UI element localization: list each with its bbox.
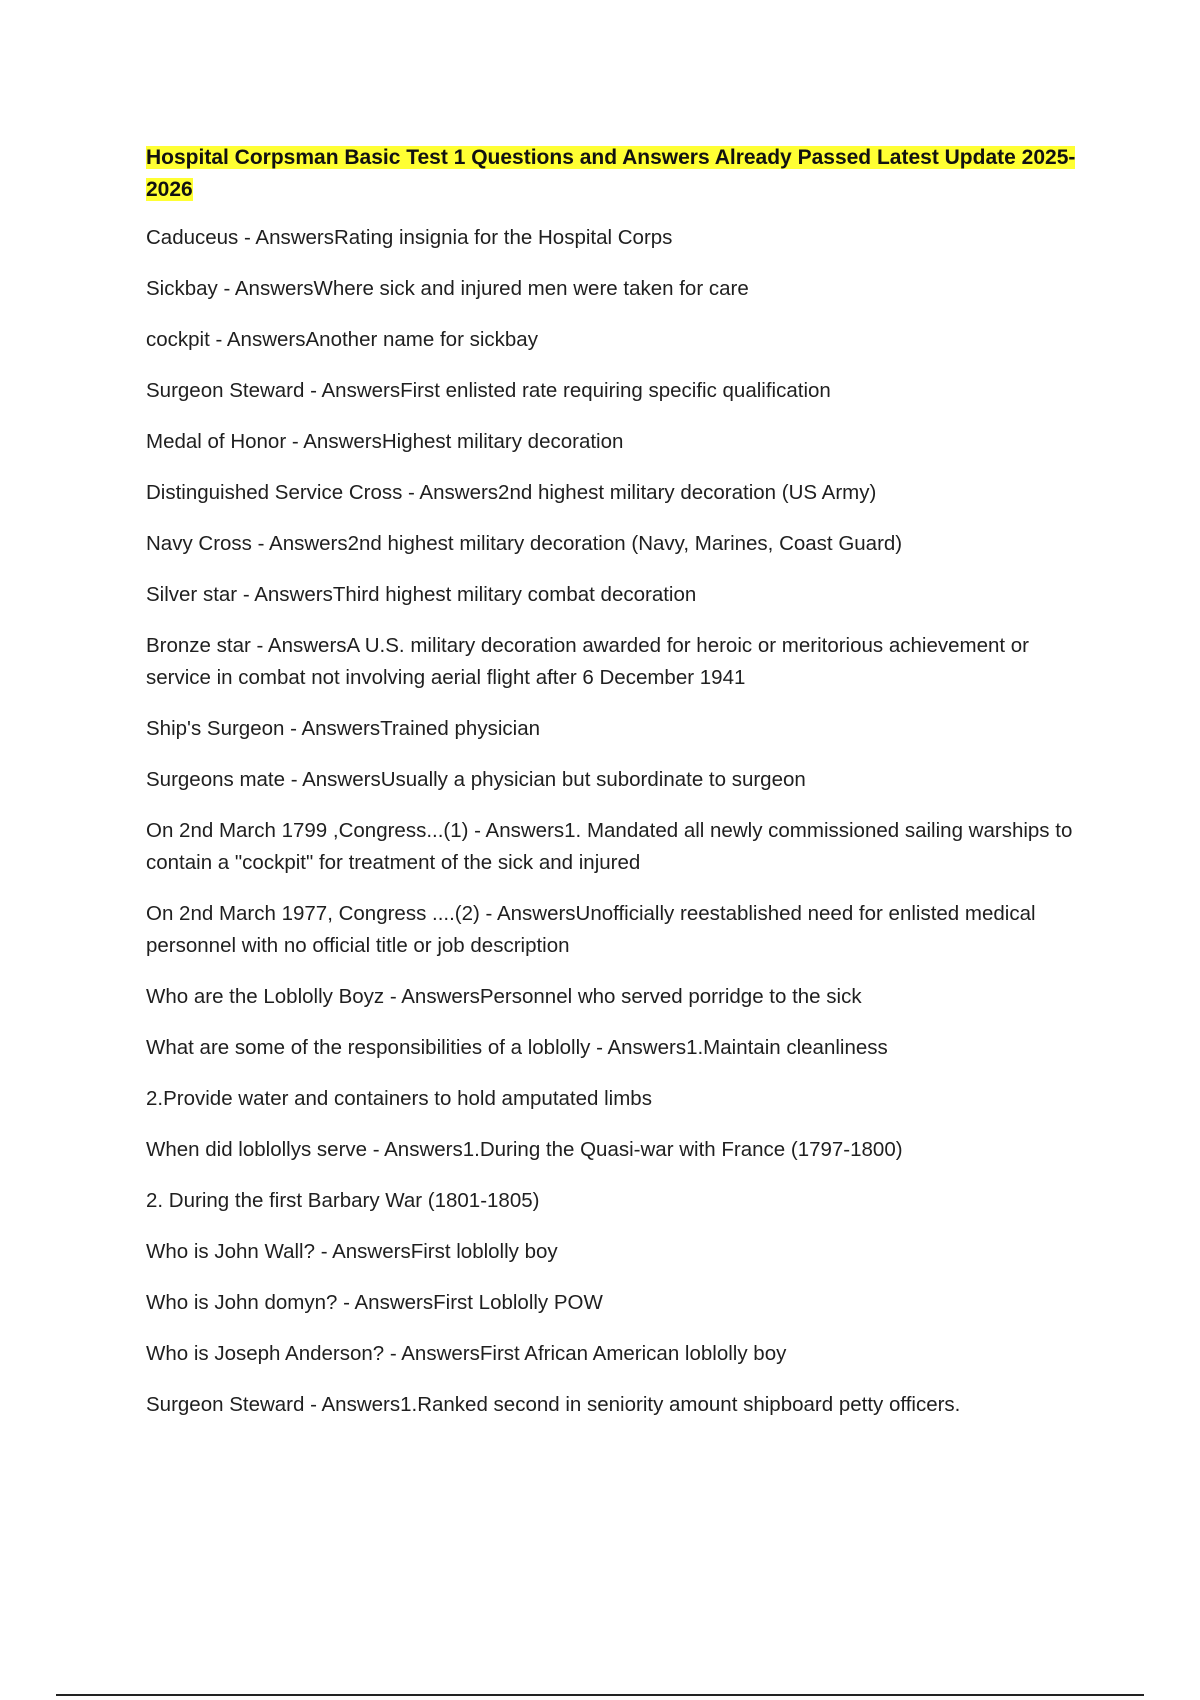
qa-entry: On 2nd March 1977, Congress ....(2) - AnswersUnofficially reestablished need for enlisted medical personnel with no official title or job description — [146, 902, 1036, 957]
qa-entry: Surgeon Steward - Answers1.Ranked second in seniority amount shipboard petty officers. — [146, 1393, 961, 1416]
qa-list — [146, 222, 1090, 1421]
footer-divider — [56, 1694, 1144, 1696]
qa-entry: Who are the Loblolly Boyz - AnswersPersonnel who served porridge to the sick — [146, 985, 862, 1008]
qa-entry: Silver star - AnswersThird highest military combat decoration — [146, 583, 697, 606]
qa-entry: When did loblollys serve - Answers1.During the Quasi-war with France (1797-1800) — [146, 1138, 903, 1161]
document-title-text: Hospital Corpsman Basic Test 1 Questions and Answers Already Passed Latest Update 2025-2026 — [146, 146, 1076, 201]
qa-entry: Surgeon Steward - AnswersFirst enlisted rate requiring specific qualification — [146, 379, 831, 402]
qa-entry: Who is Joseph Anderson? - AnswersFirst African American loblolly boy — [146, 1342, 787, 1365]
qa-entry: Navy Cross - Answers2nd highest military decoration (Navy, Marines, Coast Guard) — [146, 532, 903, 555]
qa-entry: On 2nd March 1799 ,Congress...(1) - Answers1. Mandated all newly commissioned sailing warships to contain a "cockpit" for treatment of the sick and injured — [146, 819, 1073, 874]
qa-entry: Caduceus - AnswersRating insignia for the Hospital Corps — [146, 226, 673, 249]
qa-entry: Distinguished Service Cross - Answers2nd highest military decoration (US Army) — [146, 481, 877, 504]
qa-entry: 2.Provide water and containers to hold amputated limbs — [146, 1087, 652, 1110]
document-title — [146, 142, 1090, 206]
qa-entry: Sickbay - AnswersWhere sick and injured men were taken for care — [146, 277, 749, 300]
qa-entry: 2. During the first Barbary War (1801-1805) — [146, 1189, 540, 1212]
qa-entry: What are some of the responsibilities of a loblolly - Answers1.Maintain cleanliness — [146, 1036, 888, 1059]
qa-entry: Who is John domyn? - AnswersFirst Loblolly POW — [146, 1291, 603, 1314]
qa-entry: cockpit - AnswersAnother name for sickbay — [146, 328, 538, 351]
qa-entry: Medal of Honor - AnswersHighest military decoration — [146, 430, 624, 453]
document-page — [146, 142, 1090, 1440]
qa-entry: Who is John Wall? - AnswersFirst loblolly boy — [146, 1240, 558, 1263]
qa-entry: Surgeons mate - AnswersUsually a physician but subordinate to surgeon — [146, 768, 806, 791]
qa-entry: Bronze star - AnswersA U.S. military decoration awarded for heroic or meritorious achievement or service in combat not involving aerial flight after 6 December 1941 — [146, 634, 1030, 689]
qa-entry: Ship's Surgeon - AnswersTrained physician — [146, 717, 540, 740]
